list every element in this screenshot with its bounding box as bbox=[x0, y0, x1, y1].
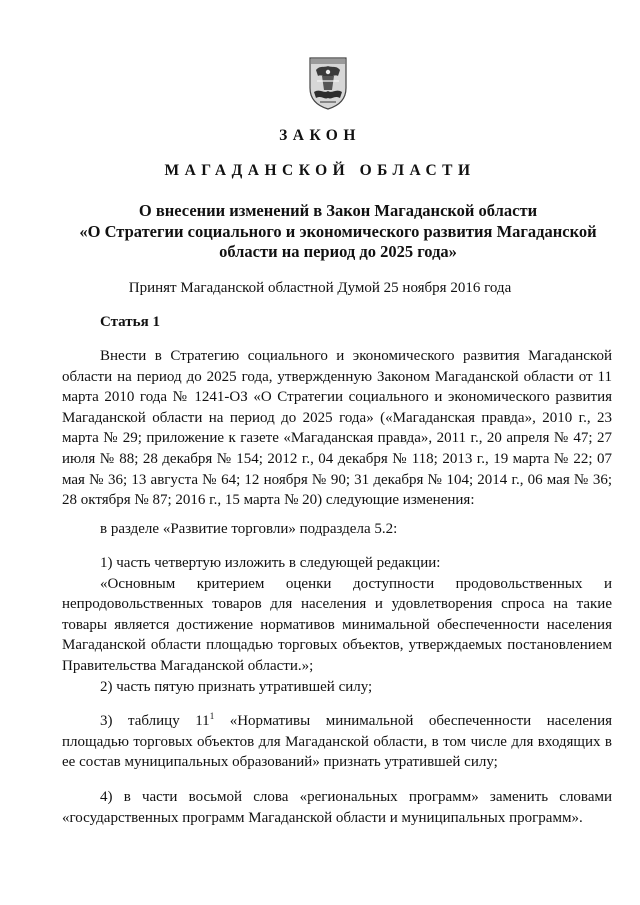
item-3 bbox=[62, 711, 612, 773]
article-intro: Внести в Стратегию социального и экономического развития Магаданской области на период до 2025 года, утвержденную Законом Магаданской области от 11 марта 2010 года № 1241-ОЗ «О Стратегии социального и экономического развития Магаданской области на период до 2025 года» («Магаданская правда», 2010 г., 23 марта № 29; приложение к газете «Магаданская правда», 2011 г., 20 апреля № 47; 27 июля № 88; 28 декабря № 154; 2012 г., 04 декабря № 118; 2013 г., 19 марта № 22; 07 мая № 36; 13 августа № 64; 12 ноября № 90; 31 декабря № 104; 2014 г., 06 мая № 36; 28 октября № 87; 2016 г., 15 марта № 20) следующие изменения: bbox=[62, 348, 612, 509]
document-type: ЗАКОН bbox=[279, 127, 361, 144]
section-reference: в разделе «Развитие торговли» подраздела 5.2: bbox=[100, 521, 398, 537]
item-3-superscript: 1 bbox=[209, 711, 215, 721]
section-reference-block bbox=[62, 519, 612, 540]
coat-of-arms-icon bbox=[308, 54, 348, 110]
item-3-text-rest: «Нормативы минимальной обеспеченности населения площадью торговых объектов для Магаданской области, в том числе для входящих в ее состав муниципальных образований» признать утратившей силу; bbox=[62, 713, 612, 771]
law-title-line: области на период до 2025 года» bbox=[219, 242, 457, 261]
item-1: 1) часть четвертую изложить в следующей редакции: bbox=[100, 555, 441, 571]
law-title bbox=[0, 201, 640, 263]
law-title-line: О внесении изменений в Закон Магаданской области bbox=[138, 201, 538, 220]
law-title-line: «О Стратегии социального и экономического развития Магаданской bbox=[79, 221, 597, 241]
item-2-block bbox=[62, 677, 612, 698]
region-name: МАГАДАНСКОЙ ОБЛАСТИ bbox=[164, 162, 476, 179]
item-3-block bbox=[62, 711, 612, 773]
item-1-block bbox=[62, 553, 612, 677]
article-intro-block bbox=[62, 346, 612, 511]
adoption-note: Принят Магаданской областной Думой 25 ноября 2016 года bbox=[128, 280, 512, 296]
item-2: 2) часть пятую признать утратившей силу; bbox=[100, 679, 373, 695]
item-4-block bbox=[62, 787, 612, 828]
item-4: 4) в части восьмой слова «региональных программ» заменить словами «государственных программ Магаданской области и муниципальных программ». bbox=[62, 789, 612, 826]
article-heading: Статья 1 bbox=[100, 314, 160, 330]
item-1-quote: «Основным критерием оценки доступности продовольственных и непродовольственных товаров для населения и удовлетворения спроса на такие товары является достижение нормативов минимальной обеспеченности населения Магаданской области площадью торговых объектов, утверждаемых постановлением Правительства Магаданской области.»; bbox=[62, 575, 612, 674]
item-3-text: 3) таблицу 11 bbox=[100, 713, 210, 729]
